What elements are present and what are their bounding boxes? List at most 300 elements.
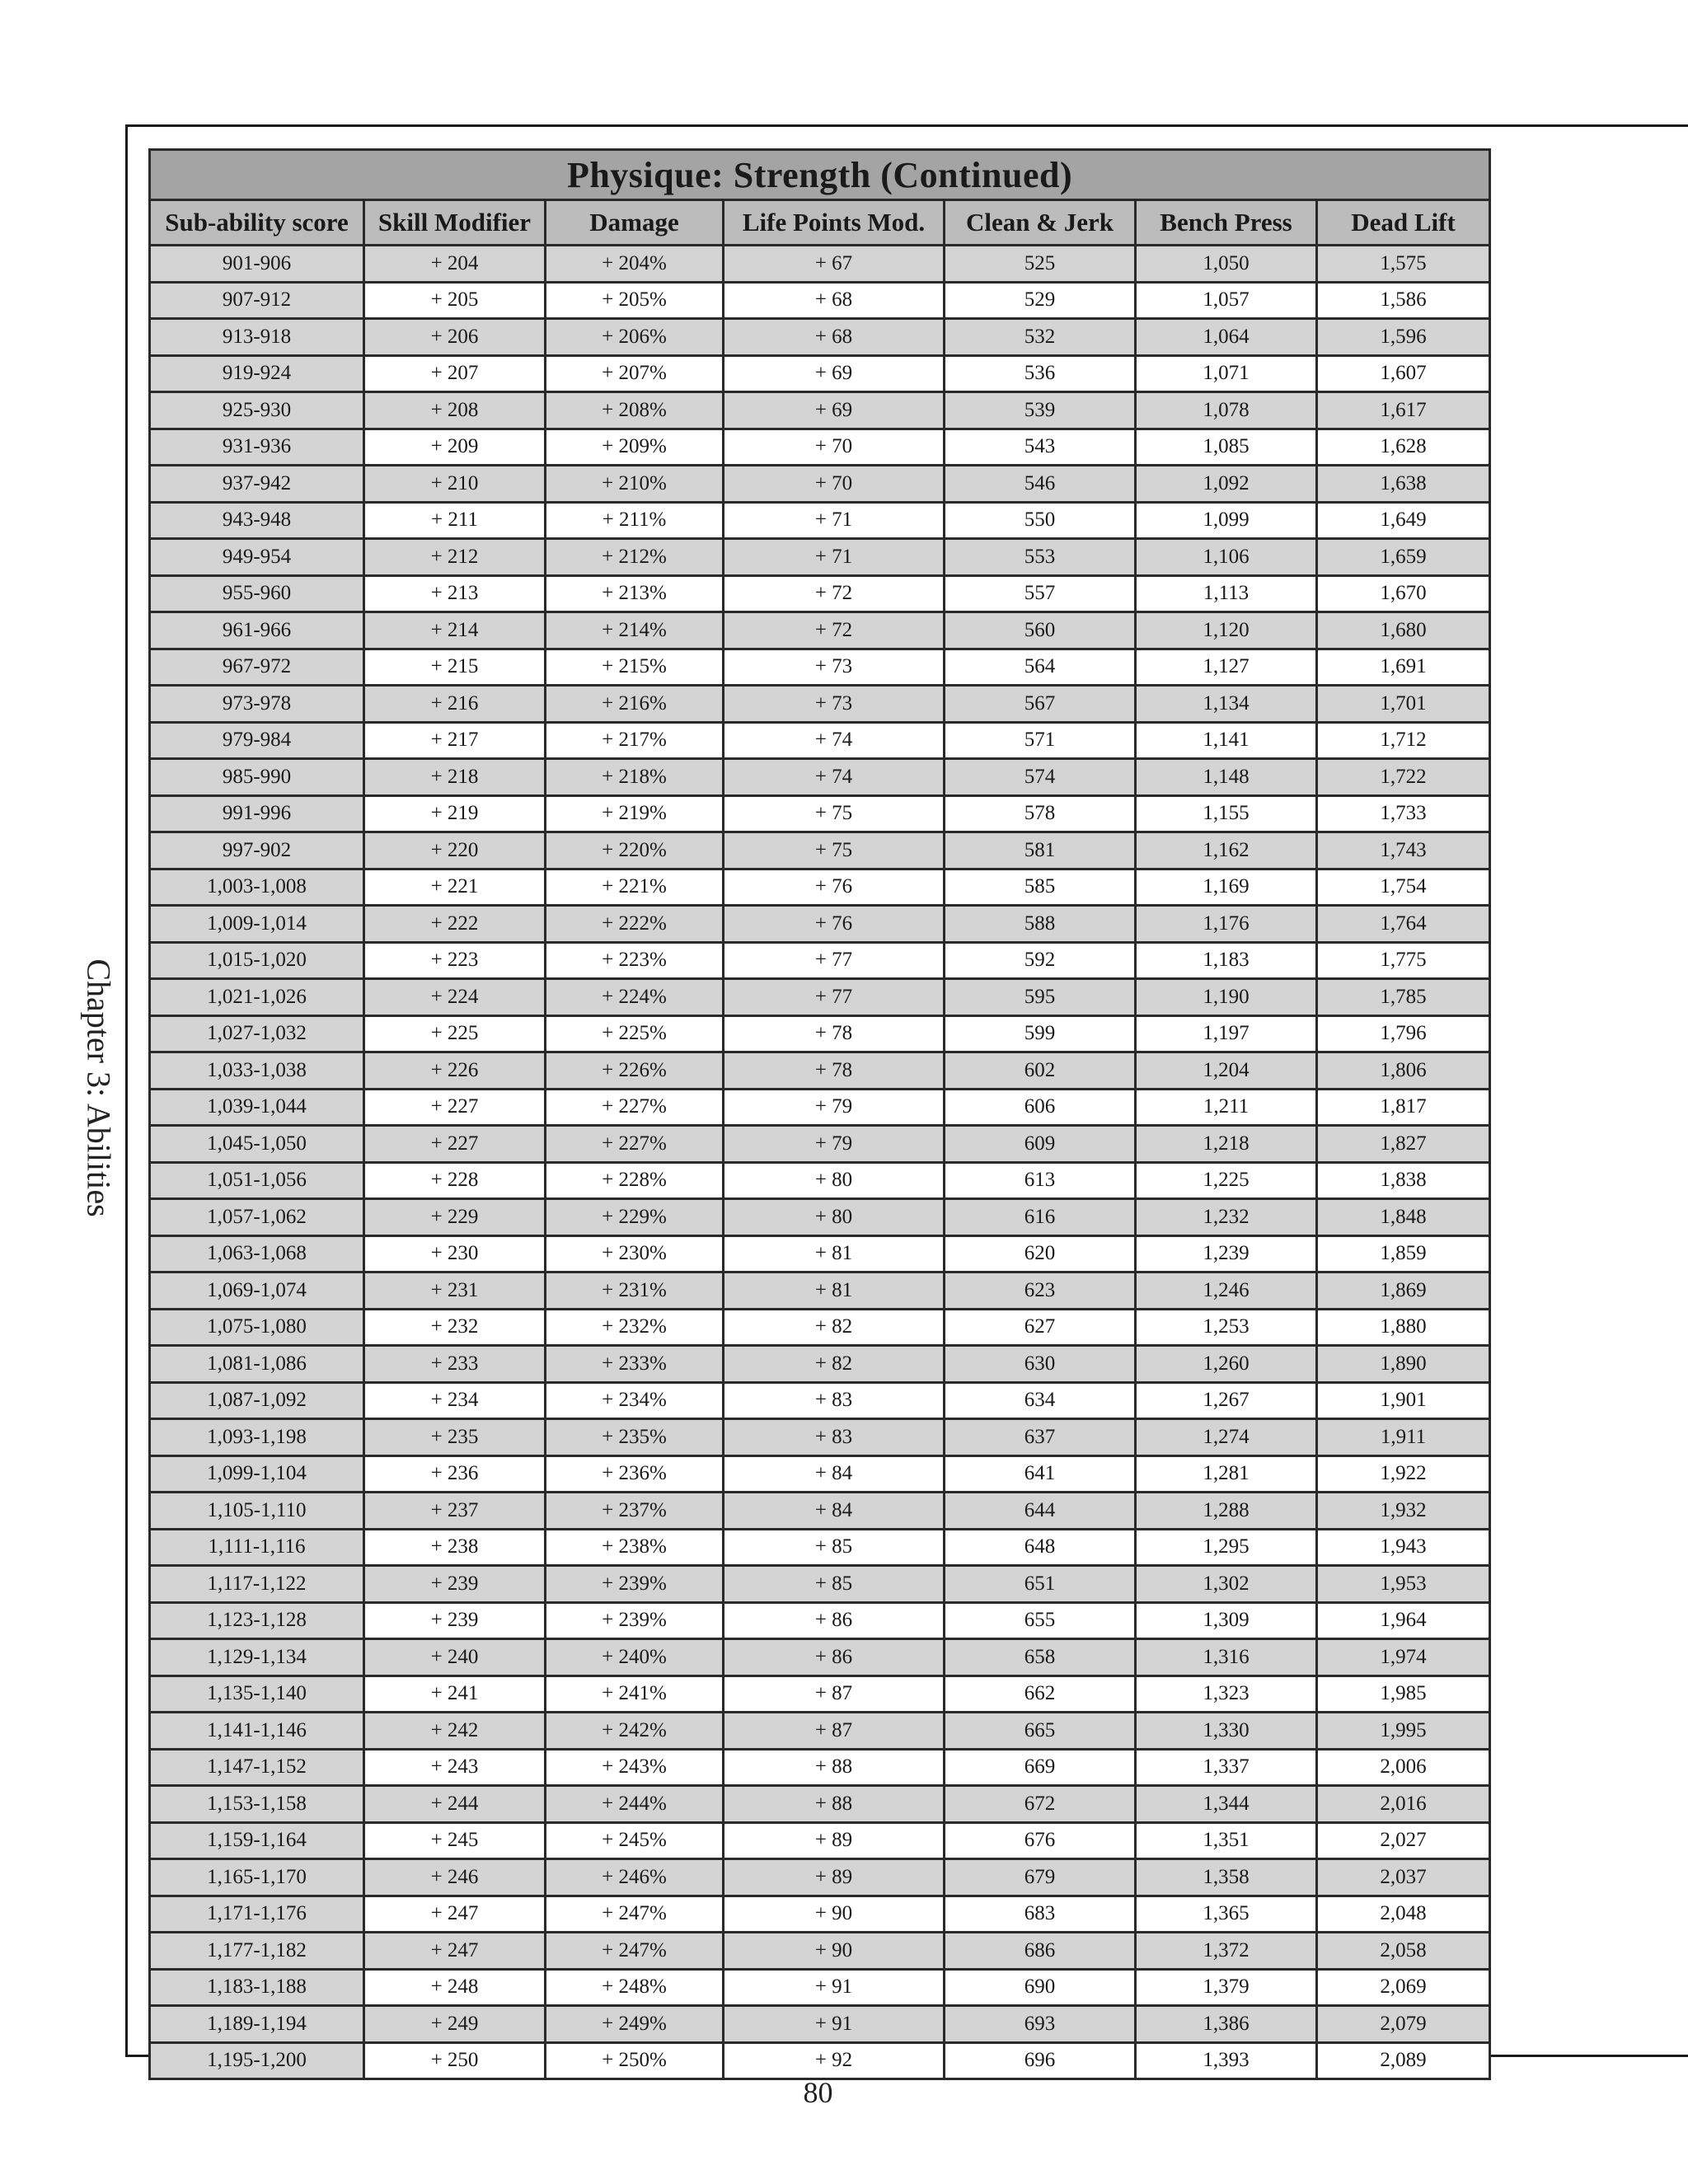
table-row [150,649,1490,686]
table-cell: 1,081-1,086 [150,1346,364,1383]
table-cell: + 72 [724,575,945,612]
table-cell: 560 [945,612,1136,649]
table-cell: + 210% [546,466,724,503]
table-cell: 1,176 [1136,906,1317,943]
table-cell: 1,659 [1317,539,1490,576]
table-cell: 662 [945,1675,1136,1713]
table-cell: + 222 [364,906,546,943]
table-cell: 1,120 [1136,612,1317,649]
table-cell: + 213% [546,575,724,612]
table-cell: 595 [945,979,1136,1016]
table-cell: + 68 [724,319,945,356]
table-row [150,942,1490,979]
column-header: Clean & Jerk [945,200,1136,246]
table-cell: + 75 [724,795,945,832]
table-cell: 574 [945,759,1136,796]
table-cell: 1,764 [1317,906,1490,943]
table-cell: 648 [945,1529,1136,1566]
table-cell: 979-984 [150,722,364,759]
table-cell: 985-990 [150,759,364,796]
table-cell: + 243% [546,1749,724,1786]
table-cell: + 88 [724,1749,945,1786]
table-cell: 581 [945,832,1136,869]
table-cell: 1,330 [1136,1713,1317,1750]
table-cell: + 222% [546,906,724,943]
table-cell: + 227 [364,1126,546,1163]
table-cell: + 207 [364,355,546,392]
table-cell: 644 [945,1493,1136,1530]
table-cell: 571 [945,722,1136,759]
table-cell: 690 [945,1969,1136,2006]
table-cell: 973-978 [150,686,364,723]
table-row [150,795,1490,832]
table-cell: 1,586 [1317,282,1490,319]
table-cell: 1,123-1,128 [150,1602,364,1639]
table-cell: + 78 [724,1015,945,1052]
table-cell: 1,701 [1317,686,1490,723]
table-cell: 1,281 [1136,1455,1317,1493]
table-cell: 1,607 [1317,355,1490,392]
column-header: Damage [546,200,724,246]
table-cell: + 240 [364,1639,546,1676]
table-row [150,539,1490,576]
table-cell: 553 [945,539,1136,576]
table-cell: + 82 [724,1309,945,1346]
table-cell: 1,691 [1317,649,1490,686]
table-row [150,1382,1490,1419]
table-cell: + 247% [546,1896,724,1933]
table-cell: 592 [945,942,1136,979]
table-cell: 1,027-1,032 [150,1015,364,1052]
table-row [150,869,1490,906]
table-cell: 1,111-1,116 [150,1529,364,1566]
table-cell: 2,048 [1317,1896,1490,1933]
table-cell: 599 [945,1015,1136,1052]
table-row [150,1602,1490,1639]
table-cell: 1,113 [1136,575,1317,612]
table-row [150,906,1490,943]
table-cell: 1,159-1,164 [150,1822,364,1859]
table-cell: 1,189-1,194 [150,2006,364,2043]
table-cell: + 86 [724,1639,945,1676]
table-cell: 1,796 [1317,1015,1490,1052]
table-cell: + 79 [724,1089,945,1126]
table-cell: 997-902 [150,832,364,869]
table-cell: + 244% [546,1786,724,1823]
table-cell: 1,183-1,188 [150,1969,364,2006]
table-title: Physique: Strength (Continued) [150,150,1490,200]
table-cell: + 76 [724,906,945,943]
table-cell: + 214 [364,612,546,649]
table-cell: 630 [945,1346,1136,1383]
table-cell: 1,141-1,146 [150,1713,364,1750]
table-cell: 2,027 [1317,1822,1490,1859]
table-cell: 665 [945,1713,1136,1750]
table-cell: + 68 [724,282,945,319]
table-row [150,979,1490,1016]
table-row [150,502,1490,539]
table-cell: 655 [945,1602,1136,1639]
table-cell: 1,302 [1136,1566,1317,1603]
table-cell: 686 [945,1933,1136,1970]
table-cell: 550 [945,502,1136,539]
table-cell: + 209 [364,429,546,466]
table-cell: 949-954 [150,539,364,576]
table-cell: + 78 [724,1052,945,1090]
table-cell: + 224% [546,979,724,1016]
table-cell: + 71 [724,502,945,539]
table-cell: + 234 [364,1382,546,1419]
table-cell: 696 [945,2042,1136,2079]
table-cell: 1,162 [1136,832,1317,869]
table-cell: + 70 [724,429,945,466]
table-cell: 1,316 [1136,1639,1317,1676]
table-cell: + 92 [724,2042,945,2079]
table-cell: 1,932 [1317,1493,1490,1530]
table-cell: 1,141 [1136,722,1317,759]
table-cell: 1,911 [1317,1419,1490,1456]
table-cell: 602 [945,1052,1136,1090]
table-row [150,1896,1490,1933]
table-cell: + 250% [546,2042,724,2079]
table-cell: + 232% [546,1309,724,1346]
table-cell: 1,169 [1136,869,1317,906]
table-cell: + 247 [364,1933,546,1970]
table-cell: 613 [945,1162,1136,1199]
table-cell: + 204 [364,246,546,283]
table-row [150,282,1490,319]
table-cell: + 217 [364,722,546,759]
table-cell: 1,045-1,050 [150,1126,364,1163]
column-header: Skill Modifier [364,200,546,246]
column-header: Dead Lift [1317,200,1490,246]
table-cell: + 242 [364,1713,546,1750]
table-cell: + 249% [546,2006,724,2043]
table-row [150,246,1490,283]
table-cell: + 75 [724,832,945,869]
table-cell: + 210 [364,466,546,503]
table-cell: + 223 [364,942,546,979]
table-cell: 937-942 [150,466,364,503]
table-cell: + 248 [364,1969,546,2006]
table-cell: + 227% [546,1126,724,1163]
table-row [150,1969,1490,2006]
table-cell: + 243 [364,1749,546,1786]
table-cell: 1,225 [1136,1162,1317,1199]
table-cell: 641 [945,1455,1136,1493]
table-row [150,575,1490,612]
table-cell: 679 [945,1859,1136,1896]
table-cell: 1,953 [1317,1566,1490,1603]
table-cell: 1,197 [1136,1015,1317,1052]
table-cell: 2,089 [1317,2042,1490,2079]
table-cell: + 217% [546,722,724,759]
table-cell: + 91 [724,2006,945,2043]
table-cell: 1,050 [1136,246,1317,283]
table-row [150,1859,1490,1896]
table-cell: + 211% [546,502,724,539]
table-cell: 1,365 [1136,1896,1317,1933]
table-cell: + 207% [546,355,724,392]
table-cell: + 77 [724,979,945,1016]
table-cell: 2,058 [1317,1933,1490,1970]
table-cell: + 80 [724,1162,945,1199]
table-cell: 543 [945,429,1136,466]
table-cell: + 237% [546,1493,724,1530]
table-cell: + 231% [546,1272,724,1310]
table-cell: 1,372 [1136,1933,1317,1970]
table-cell: + 81 [724,1235,945,1272]
table-cell: + 208% [546,392,724,429]
table-cell: + 82 [724,1346,945,1383]
table-cell: 1,922 [1317,1455,1490,1493]
table-cell: + 238 [364,1529,546,1566]
table-cell: + 225 [364,1015,546,1052]
table-cell: 925-930 [150,392,364,429]
table-cell: + 77 [724,942,945,979]
table-cell: 1,295 [1136,1529,1317,1566]
table-cell: 609 [945,1126,1136,1163]
table-row [150,1235,1490,1272]
table-cell: 585 [945,869,1136,906]
table-cell: 1,064 [1136,319,1317,356]
table-cell: 1,129-1,134 [150,1639,364,1676]
table-cell: 1,165-1,170 [150,1859,364,1896]
table-cell: 567 [945,686,1136,723]
table-cell: 1,974 [1317,1639,1490,1676]
table-cell: 1,078 [1136,392,1317,429]
table-cell: + 84 [724,1455,945,1493]
table-cell: + 213 [364,575,546,612]
table-cell: 1,393 [1136,2042,1317,2079]
table-cell: 1,127 [1136,649,1317,686]
table-cell: 1,195-1,200 [150,2042,364,2079]
table-cell: 1,057-1,062 [150,1199,364,1236]
table-cell: + 85 [724,1566,945,1603]
table-cell: 606 [945,1089,1136,1126]
table-cell: 1,859 [1317,1235,1490,1272]
table-cell: + 219 [364,795,546,832]
table-cell: + 234% [546,1382,724,1419]
table-cell: 1,099 [1136,502,1317,539]
table-cell: + 245% [546,1822,724,1859]
table-cell: 1,092 [1136,466,1317,503]
table-cell: + 86 [724,1602,945,1639]
table-cell: + 89 [724,1859,945,1896]
table-cell: + 215% [546,649,724,686]
table-cell: 676 [945,1822,1136,1859]
table-cell: 1,670 [1317,575,1490,612]
table-cell: + 76 [724,869,945,906]
table-cell: + 79 [724,1126,945,1163]
table-cell: + 87 [724,1713,945,1750]
table-row [150,1786,1490,1823]
table-cell: 1,358 [1136,1859,1317,1896]
table-cell: 1,204 [1136,1052,1317,1090]
table-cell: + 244 [364,1786,546,1823]
table-cell: + 212 [364,539,546,576]
table-cell: + 226% [546,1052,724,1090]
table-cell: + 235 [364,1419,546,1456]
table-cell: 1,323 [1136,1675,1317,1713]
table-cell: + 206 [364,319,546,356]
table-cell: + 74 [724,759,945,796]
table-cell: + 229% [546,1199,724,1236]
table-cell: + 249 [364,2006,546,2043]
table-cell: + 212% [546,539,724,576]
table-cell: + 226 [364,1052,546,1090]
table-cell: + 236 [364,1455,546,1493]
table-cell: 588 [945,906,1136,943]
table-cell: + 230 [364,1235,546,1272]
table-cell: 1,009-1,014 [150,906,364,943]
table-cell: + 229 [364,1199,546,1236]
table-cell: 1,135-1,140 [150,1675,364,1713]
table-cell: 1,869 [1317,1272,1490,1310]
table-cell: + 223% [546,942,724,979]
table-cell: 961-966 [150,612,364,649]
table-cell: 1,344 [1136,1786,1317,1823]
table-row [150,1822,1490,1859]
table-cell: 2,037 [1317,1859,1490,1896]
table-row [150,1675,1490,1713]
table-cell: + 85 [724,1529,945,1566]
table-cell: 1,106 [1136,539,1317,576]
table-row [150,429,1490,466]
table-cell: + 73 [724,649,945,686]
table-cell: + 211 [364,502,546,539]
table-cell: 2,069 [1317,1969,1490,2006]
table-row [150,1713,1490,1750]
table-cell: + 84 [724,1493,945,1530]
table-cell: + 74 [724,722,945,759]
table-row [150,832,1490,869]
table-cell: 1,638 [1317,466,1490,503]
table-cell: 907-912 [150,282,364,319]
table-row [150,1346,1490,1383]
table-cell: 2,006 [1317,1749,1490,1786]
table-cell: + 69 [724,355,945,392]
table-cell: 1,155 [1136,795,1317,832]
table-cell: + 218% [546,759,724,796]
table-cell: 1,379 [1136,1969,1317,2006]
table-row [150,392,1490,429]
table-cell: + 233% [546,1346,724,1383]
table-cell: 1,099-1,104 [150,1455,364,1493]
table-cell: + 70 [724,466,945,503]
table-row [150,319,1490,356]
table-cell: 1,722 [1317,759,1490,796]
table-row [150,1749,1490,1786]
table-cell: 1,071 [1136,355,1317,392]
table-cell: 623 [945,1272,1136,1310]
table-cell: + 239 [364,1602,546,1639]
table-cell: + 248% [546,1969,724,2006]
table-cell: 1,253 [1136,1309,1317,1346]
table-cell: + 73 [724,686,945,723]
table-row [150,466,1490,503]
table-cell: + 247% [546,1933,724,1970]
table-cell: 955-960 [150,575,364,612]
table-cell: + 246% [546,1859,724,1896]
table-cell: 1,117-1,122 [150,1566,364,1603]
table-cell: + 89 [724,1822,945,1859]
table-cell: + 220 [364,832,546,869]
table-row [150,2042,1490,2079]
table-cell: + 237 [364,1493,546,1530]
table-cell: + 204% [546,246,724,283]
table-cell: 620 [945,1235,1136,1272]
table-cell: + 246 [364,1859,546,1896]
table-cell: 1,785 [1317,979,1490,1016]
table-cell: 1,171-1,176 [150,1896,364,1933]
table-cell: 1,177-1,182 [150,1933,364,1970]
table-cell: + 215 [364,649,546,686]
table-cell: + 219% [546,795,724,832]
table-cell: 1,680 [1317,612,1490,649]
table-cell: 931-936 [150,429,364,466]
table-cell: + 225% [546,1015,724,1052]
table-cell: 1,775 [1317,942,1490,979]
table-cell: 1,943 [1317,1529,1490,1566]
table-cell: + 90 [724,1933,945,1970]
chapter-label: Chapter 3: Abilities [80,958,118,1217]
table-cell: + 208 [364,392,546,429]
table-cell: 1,069-1,074 [150,1272,364,1310]
table-cell: 1,288 [1136,1493,1317,1530]
table-cell: + 218 [364,759,546,796]
table-cell: 1,039-1,044 [150,1089,364,1126]
column-header: Sub-ability score [150,200,364,246]
table-cell: 532 [945,319,1136,356]
table-cell: + 69 [724,392,945,429]
table-cell: 901-906 [150,246,364,283]
table-cell: 1,649 [1317,502,1490,539]
table-row [150,1529,1490,1566]
table-cell: 1,806 [1317,1052,1490,1090]
table-cell: 1,087-1,092 [150,1382,364,1419]
table-cell: 1,743 [1317,832,1490,869]
table-row [150,1493,1490,1530]
table-cell: 2,079 [1317,2006,1490,2043]
table-cell: 1,239 [1136,1235,1317,1272]
table-cell: 1,075-1,080 [150,1309,364,1346]
table-cell: 1,995 [1317,1713,1490,1750]
strength-table [148,148,1491,2080]
table-cell: 1,337 [1136,1749,1317,1786]
table-cell: 683 [945,1896,1136,1933]
table-cell: 529 [945,282,1136,319]
table-cell: 1,386 [1136,2006,1317,2043]
table-cell: 1,211 [1136,1089,1317,1126]
table-row [150,1162,1490,1199]
table-row [150,612,1490,649]
table-cell: + 224 [364,979,546,1016]
table-cell: + 247 [364,1896,546,1933]
table-cell: 627 [945,1309,1136,1346]
table-cell: 1,838 [1317,1162,1490,1199]
table-row [150,1639,1490,1676]
table-cell: + 230% [546,1235,724,1272]
table-cell: 2,016 [1317,1786,1490,1823]
table-row [150,2006,1490,2043]
table-cell: + 250 [364,2042,546,2079]
table-cell: 1,147-1,152 [150,1749,364,1786]
table-cell: + 228% [546,1162,724,1199]
table-cell: 1,246 [1136,1272,1317,1310]
table-cell: 1,890 [1317,1346,1490,1383]
table-cell: 1,628 [1317,429,1490,466]
